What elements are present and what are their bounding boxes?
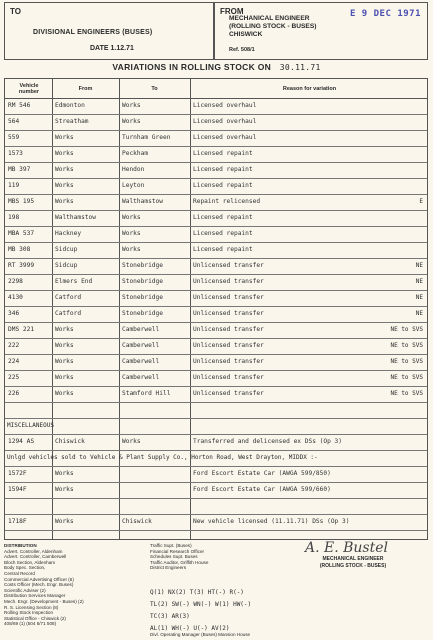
- cell-from: Works: [55, 358, 74, 365]
- distribution-heading: DISTRIBUTION: [4, 543, 37, 548]
- table-row: [5, 323, 427, 339]
- cell-reason: Licensed repaint: [193, 214, 253, 221]
- issue-date: DATE 1.12.71: [90, 45, 134, 52]
- cell-vehicle: 222: [8, 342, 20, 349]
- cell-vehicle: 224: [8, 358, 20, 365]
- page-title: [0, 62, 433, 72]
- cell-from: Works: [55, 166, 74, 173]
- cell-reason: Unlicensed transfer: [193, 294, 264, 301]
- table-row: [5, 147, 427, 163]
- distribution-item: Commercial Advertising Officer (6): [4, 576, 74, 582]
- from-line: MECHANICAL ENGINEER: [229, 15, 310, 22]
- cell-to: Works: [122, 246, 141, 253]
- table-row: [5, 179, 427, 195]
- distribution-item: R. S. Licensing Section (8): [4, 604, 59, 610]
- table-row: [5, 307, 427, 323]
- cell-to: Walthamstow: [122, 198, 163, 205]
- cell-reason: Unlicensed transfer: [193, 278, 264, 285]
- col-reason: Reason for variation: [282, 86, 337, 92]
- col-from: From: [78, 86, 93, 92]
- cell-to: Camberwell: [122, 374, 160, 381]
- table-row: [5, 467, 427, 483]
- cell-reason: Transferred and delicensed ex DSs (Op 3): [193, 438, 343, 445]
- table-row: [5, 435, 427, 451]
- cell-vehicle: 225: [8, 374, 20, 381]
- distribution-item: District Engineers: [150, 565, 186, 571]
- cell-mark: NE to SVS: [390, 342, 423, 349]
- cell-to: Stonebridge: [122, 262, 163, 269]
- cell-to: Stonebridge: [122, 294, 163, 301]
- cell-mark: NE to SVS: [390, 326, 423, 333]
- cell-from: Works: [55, 134, 74, 141]
- distribution-item: Rolling Stock Inspection: [4, 610, 54, 616]
- cell-to: Hendon: [122, 166, 145, 173]
- from-box: [214, 2, 428, 60]
- to-destination: DIVISIONAL ENGINEERS (BUSES): [33, 29, 153, 36]
- title-text: VARIATIONS IN ROLLING STOCK ON: [112, 62, 272, 72]
- garage-codes: [150, 587, 251, 635]
- col-vehicle: Vehicle number: [18, 83, 40, 95]
- from-label: FROM: [220, 7, 244, 16]
- garage-code-line: TL(2) SW(-) WN(-) W(1) HW(-): [150, 601, 252, 608]
- distribution-item: Body Spec. Section,: [4, 565, 46, 571]
- table-row: [5, 451, 427, 467]
- reference: Ref. 508/1: [229, 47, 255, 53]
- cell-reason: Repaint relicensed: [193, 198, 261, 205]
- cell-vehicle: 198: [8, 214, 20, 221]
- cell-from: Edmonton: [55, 102, 85, 109]
- cell-mark: NE: [415, 262, 423, 269]
- cell-reason: Unlicensed transfer: [193, 390, 264, 397]
- cell-vehicle: 564: [8, 118, 20, 125]
- cell-vehicle: 1718F: [8, 518, 27, 525]
- cell-mark: NE: [415, 294, 423, 301]
- cell-vehicle: 559: [8, 134, 20, 141]
- received-stamp: E 9 DEC 1971: [349, 9, 421, 19]
- cell-reason: Licensed overhaul: [193, 102, 257, 109]
- cell-reason: New vehicle licensed (11.11.71) DSs (Op 3): [193, 518, 350, 525]
- cell-from: Streatham: [55, 118, 89, 125]
- table-row: [5, 259, 427, 275]
- table-row: [5, 291, 427, 307]
- table-row: [5, 403, 427, 419]
- table-row: [5, 515, 427, 531]
- table-row: [5, 419, 427, 435]
- cell-to: Leyton: [122, 182, 145, 189]
- cell-from: Catford: [55, 310, 82, 317]
- cell-mark: NE to SVS: [390, 390, 423, 397]
- distribution-item: Costs Officer (Mech. Engr. Buses): [4, 582, 74, 588]
- cell-reason: Licensed repaint: [193, 182, 253, 189]
- cell-reason: Unlicensed transfer: [193, 326, 264, 333]
- table-row: [5, 115, 427, 131]
- cell-from: Sidcup: [55, 262, 78, 269]
- cell-vehicle: 1573: [8, 150, 23, 157]
- cell-from: Works: [55, 486, 74, 493]
- cell-vehicle: 1572F: [8, 470, 27, 477]
- table-row: [5, 371, 427, 387]
- table-row: [5, 99, 427, 115]
- cell-vehicle: RM 546: [8, 102, 31, 109]
- cell-vehicle: 1594F: [8, 486, 27, 493]
- table-row: [5, 499, 427, 515]
- cell-mark: NE: [415, 310, 423, 317]
- cell-to: Stonebridge: [122, 310, 163, 317]
- from-line: CHISWICK: [229, 31, 263, 38]
- cell-to: Works: [122, 230, 141, 237]
- cell-mark: E: [419, 198, 423, 205]
- signature-line: MECHANICAL ENGINEER: [322, 556, 384, 562]
- cell-reason: Licensed overhaul: [193, 134, 257, 141]
- distribution-list: [4, 543, 154, 627]
- cell-vehicle: 1294 AS: [8, 438, 35, 445]
- cell-vehicle: 226: [8, 390, 20, 397]
- cell-vehicle: 119: [8, 182, 20, 189]
- distribution-item: Schedules Supt. Buses: [150, 554, 198, 560]
- distribution-item: Traffic Auditor, Griffith House: [150, 559, 209, 565]
- cell-from: Works: [55, 374, 74, 381]
- cell-reason: Unlicensed transfer: [193, 262, 264, 269]
- to-box: [4, 2, 214, 60]
- title-date: 30.11.71: [279, 63, 321, 72]
- cell-to: Turnham Green: [122, 134, 171, 141]
- table-row: [5, 275, 427, 291]
- distribution-item: Central Record: [4, 570, 35, 576]
- cell-from: Works: [55, 198, 74, 205]
- divisional-manager: Divl. Operating Manager (Buses) Mansion House: [150, 632, 251, 637]
- variations-table: [4, 78, 428, 540]
- cell-mark: NE: [415, 278, 423, 285]
- cell-to: Chiswick: [122, 518, 152, 525]
- col-to: To: [151, 86, 158, 92]
- cell-to: Stonebridge: [122, 278, 163, 285]
- distribution-item: Mech. Engr. (Development - Buses) (2): [4, 598, 84, 604]
- distribution-left: [4, 549, 154, 627]
- cell-reason: Unlicensed transfer: [193, 358, 264, 365]
- table-header: [5, 79, 427, 99]
- cell-reason: Licensed overhaul: [193, 118, 257, 125]
- table-row: [5, 163, 427, 179]
- cell-mark: NE to SVS: [390, 374, 423, 381]
- signature-line: (ROLLING STOCK - BUSES): [319, 563, 387, 569]
- from-address: [229, 15, 349, 39]
- cell-vehicle: 4130: [8, 294, 23, 301]
- cell-vehicle: 2298: [8, 278, 23, 285]
- cell-vehicle: 346: [8, 310, 20, 317]
- cell-to: Works: [122, 102, 141, 109]
- cell-from: Works: [55, 518, 74, 525]
- cell-from: Works: [55, 182, 74, 189]
- cell-reason: Licensed repaint: [193, 230, 253, 237]
- cell-to: Stamford Hill: [122, 390, 171, 397]
- distribution-item: Advert. Controller, Aldenham: [4, 548, 63, 554]
- cell-vehicle: MBA 537: [8, 230, 35, 237]
- row-note: MISCELLANEOUS: [7, 422, 54, 429]
- table-row: [5, 195, 427, 211]
- from-line: (ROLLING STOCK - BUSES): [229, 23, 317, 30]
- cell-to: Works: [122, 118, 141, 125]
- cell-from: Works: [55, 326, 74, 333]
- table-row: [5, 483, 427, 499]
- distribution-item: Distribution Services Manager: [4, 593, 66, 599]
- cell-vehicle: RT 3999: [8, 262, 35, 269]
- table-row: [5, 387, 427, 403]
- cell-from: Works: [55, 150, 74, 157]
- cell-reason: Licensed repaint: [193, 166, 253, 173]
- cell-from: Walthamstow: [55, 214, 96, 221]
- distribution-item: Advert. Controller, Camberwell: [4, 554, 67, 560]
- table-row: [5, 131, 427, 147]
- distribution-item: 408/69 (1) (504 6/71 508): [4, 621, 57, 627]
- signature: A. E. Bustel: [305, 540, 389, 556]
- distribution-item: Financial Research Officer: [150, 548, 205, 554]
- cell-from: Hackney: [55, 230, 82, 237]
- cell-from: Works: [55, 342, 74, 349]
- cell-from: Works: [55, 470, 74, 477]
- cell-reason: Licensed repaint: [193, 246, 253, 253]
- table-row: [5, 243, 427, 259]
- table-row: [5, 227, 427, 243]
- cell-reason: Ford Escort Estate Car (AWGA 599/850): [193, 470, 331, 477]
- table-row: [5, 355, 427, 371]
- signature-title: [303, 556, 403, 570]
- table-row: [5, 339, 427, 355]
- cell-from: Works: [55, 390, 74, 397]
- distribution-item: Statistical Office - Chiswick (2): [4, 615, 66, 621]
- distribution-item: Scientific Adviser (2): [4, 587, 46, 593]
- cell-reason: Unlicensed transfer: [193, 310, 264, 317]
- cell-reason: Unlicensed transfer: [193, 342, 264, 349]
- cell-to: Works: [122, 214, 141, 221]
- distribution-item: Bloch Section, Aldenham: [4, 559, 56, 565]
- cell-from: Sidcup: [55, 246, 78, 253]
- cell-to: Peckham: [122, 150, 149, 157]
- cell-reason: Ford Escort Estate Car (AWGA 599/660): [193, 486, 331, 493]
- cell-vehicle: DMS 221: [8, 326, 35, 333]
- cell-to: Camberwell: [122, 342, 160, 349]
- cell-to: Camberwell: [122, 358, 160, 365]
- garage-code-line: AL(1) WH(-) U(-) AV(2): [150, 625, 230, 632]
- cell-vehicle: MB 308: [8, 246, 31, 253]
- distribution-right: [150, 543, 265, 571]
- cell-from: Elmers End: [55, 278, 93, 285]
- cell-from: Chiswick: [55, 438, 85, 445]
- cell-vehicle: MB 397: [8, 166, 31, 173]
- cell-reason: Unlicensed transfer: [193, 374, 264, 381]
- cell-reason: Licensed repaint: [193, 150, 253, 157]
- distribution-item: Traffic Supt. (Buses): [150, 543, 192, 548]
- cell-to: Camberwell: [122, 326, 160, 333]
- garage-code-line: Q(1) NX(2) T(3) HT(-) R(-): [150, 589, 244, 596]
- cell-from: Catford: [55, 294, 82, 301]
- garage-code-line: TC(3) AR(3): [150, 613, 190, 620]
- table-row: [5, 211, 427, 227]
- cell-mark: NE to SVS: [390, 358, 423, 365]
- row-note: Unlgd vehicles sold to Vehicle & Plant Supply Co., Horton Road, West Drayton, MIDDX :-: [7, 454, 318, 461]
- cell-to: Works: [122, 438, 141, 445]
- to-label: TO: [10, 7, 21, 16]
- cell-vehicle: MBS 195: [8, 198, 35, 205]
